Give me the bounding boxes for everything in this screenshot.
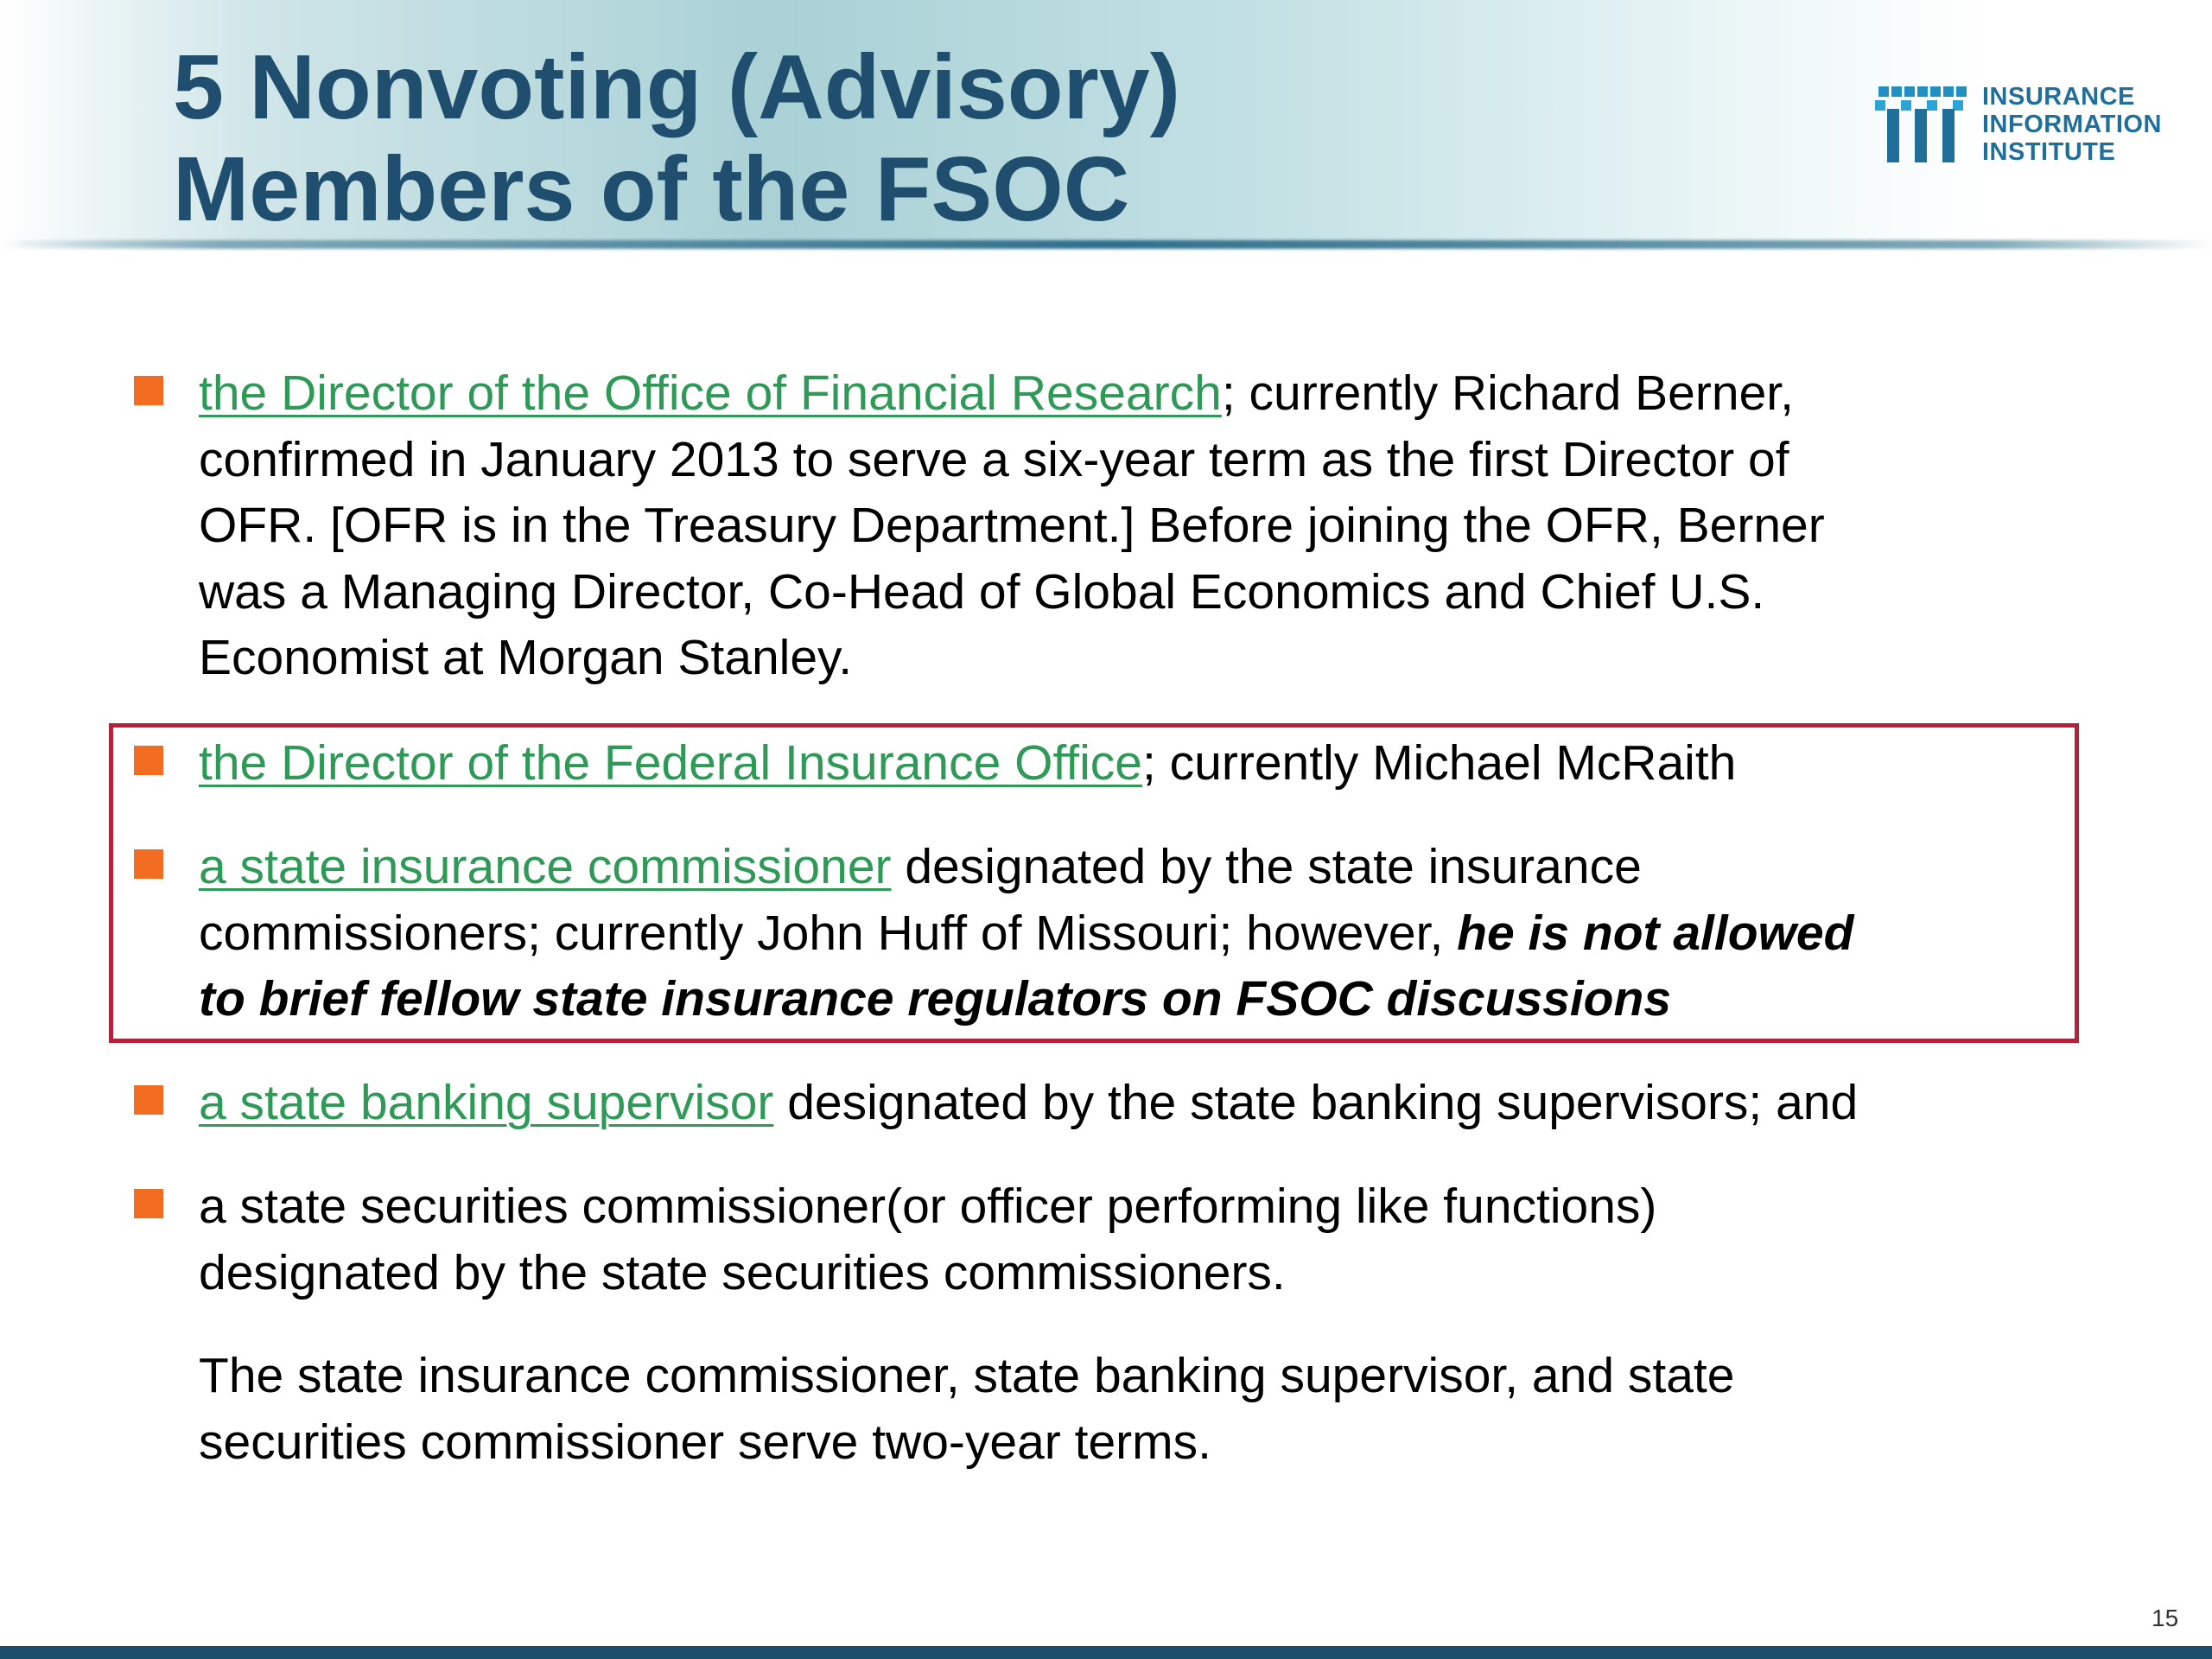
bullet-marker (134, 376, 163, 405)
footer-bar (0, 1646, 2212, 1659)
bullet-marker (134, 849, 163, 879)
bullet-marker (134, 1189, 163, 1218)
item-text: confirmed in January 2013 to serve a six-year term as the first Director of (199, 431, 1789, 487)
list-item-state-securities-commissioner (199, 1173, 2074, 1306)
list-item-state-banking-supervisor (199, 1070, 2074, 1136)
link-state-insurance-commissioner[interactable]: a state insurance commissioner (199, 839, 892, 894)
list-item-fio-director (199, 730, 2074, 797)
logo-line-2: INFORMATION (1982, 111, 2162, 138)
bullet-marker (134, 746, 163, 775)
link-ofr-director[interactable]: the Director of the Office of Financial Research (199, 365, 1222, 421)
item-emphasis: he is not allowed (1457, 905, 1854, 961)
item-text: Economist at Morgan Stanley. (199, 630, 853, 685)
iii-logo-icon (1875, 83, 1970, 169)
item-text: designated by the state securities commissioners. (199, 1244, 1286, 1300)
item-text: a state securities commissioner(or officer performing like functions) (199, 1179, 1657, 1234)
item-text: designated by the state insurance (891, 839, 1642, 894)
list-item-ofr-director (199, 360, 2074, 691)
list-item-state-insurance-commissioner (199, 834, 2074, 1033)
item-emphasis: to brief fellow state insurance regulators on FSOC discussions (199, 971, 1672, 1027)
slide-title-line-2: Members of the FSOC (173, 138, 1130, 240)
iii-logo-wordmark (1982, 83, 2162, 166)
item-text: designated by the state banking supervisors; and (773, 1075, 1859, 1130)
note-text: securities commissioner serve two-year terms. (199, 1414, 1211, 1470)
logo-line-1: INSURANCE (1982, 83, 2135, 111)
logo-line-3: INSTITUTE (1982, 138, 2116, 166)
header-divider (0, 240, 2212, 249)
note-text: The state insurance commissioner, state banking supervisor, and state (199, 1348, 1735, 1403)
item-text: was a Managing Director, Co-Head of Global Economics and Chief U.S. (199, 563, 1765, 620)
slide-title (173, 36, 1180, 240)
link-state-banking-supervisor[interactable]: a state banking supervisor (199, 1075, 774, 1130)
item-text: ; currently Michael McRaith (1142, 735, 1737, 791)
iii-logo (1875, 83, 2186, 169)
item-text: commissioners; currently John Huff of Missouri; however, (199, 905, 1458, 961)
item-text: OFR. [OFR is in the Treasury Department.] Before joining the OFR, Berner (199, 498, 1825, 553)
slide-title-line-1: 5 Nonvoting (Advisory) (173, 36, 1181, 138)
terms-note (199, 1343, 2074, 1475)
item-text: ; currently Richard Berner, (1221, 365, 1794, 421)
page-number: 15 (2152, 1605, 2179, 1631)
link-fio-director[interactable]: the Director of the Federal Insurance Office (199, 735, 1142, 791)
bullet-marker (134, 1085, 163, 1115)
